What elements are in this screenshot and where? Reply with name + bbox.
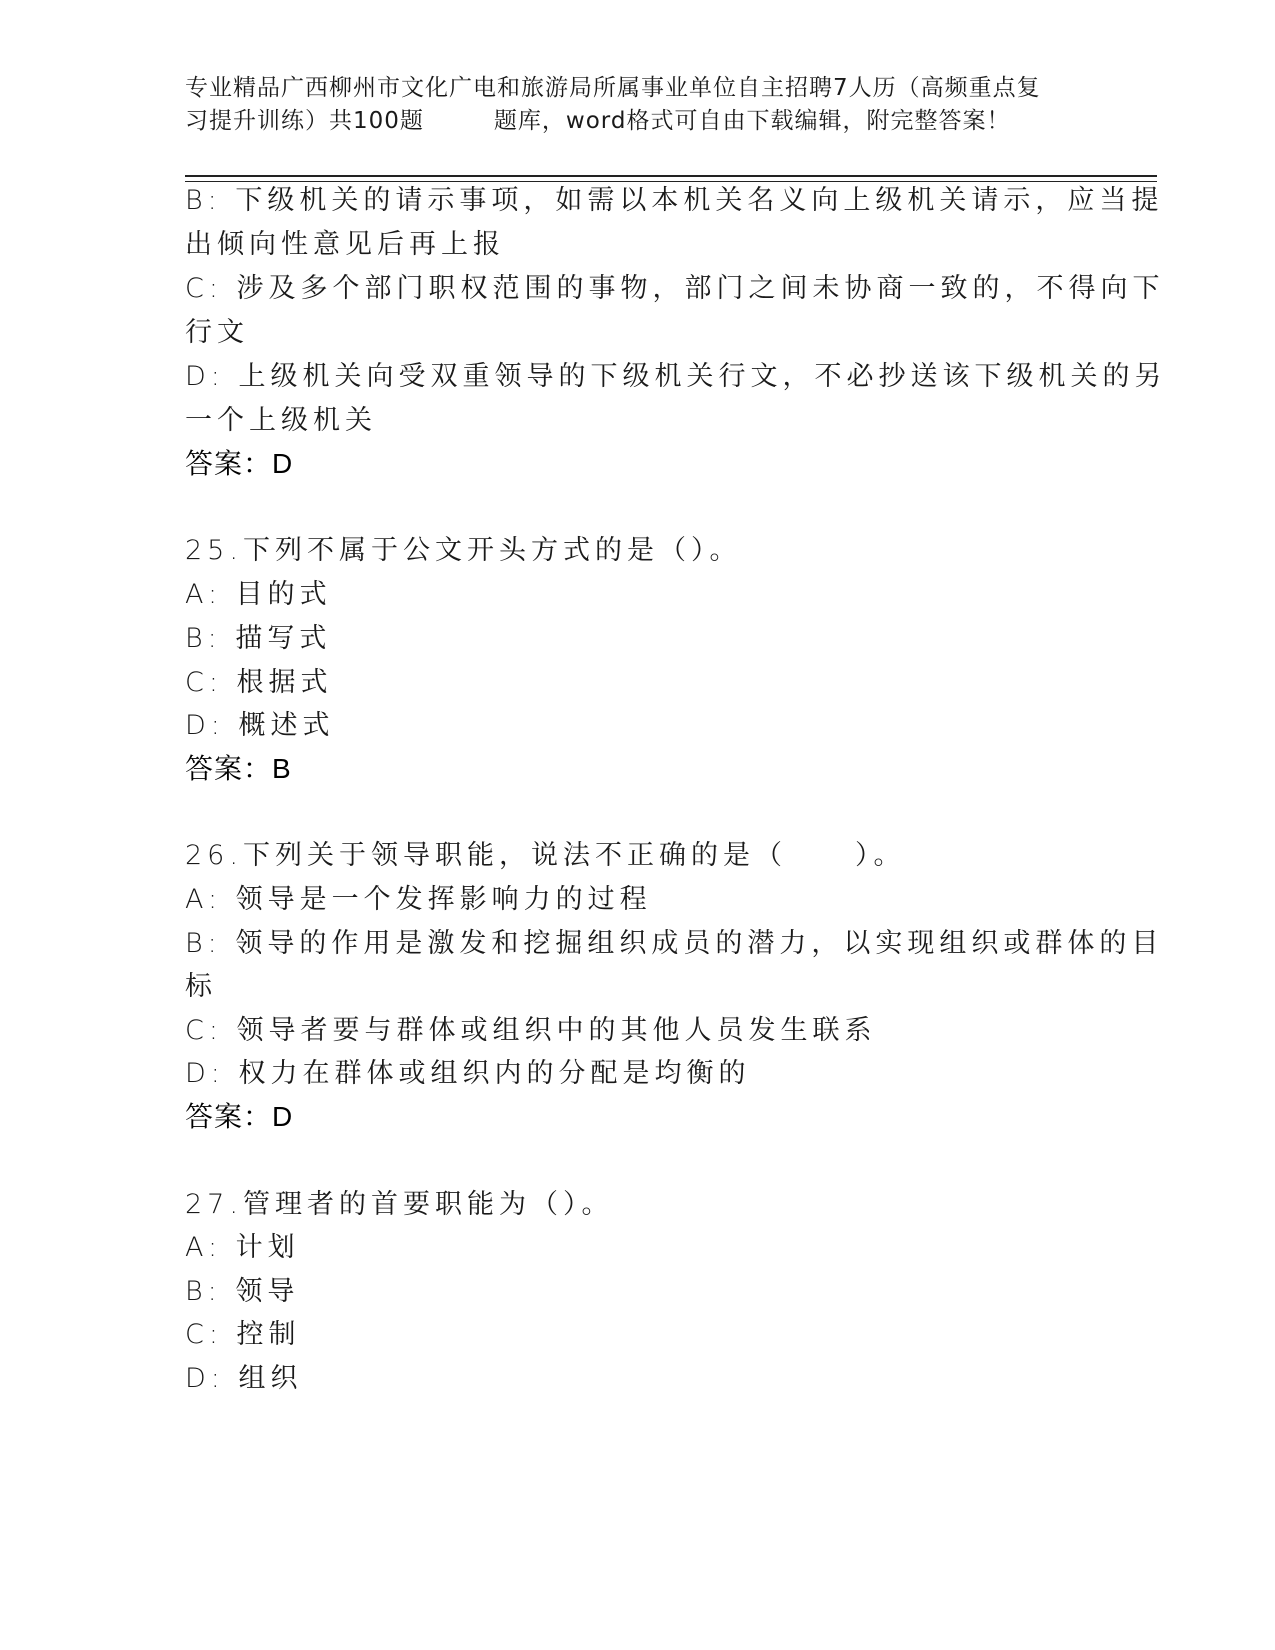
q25-question: 25.下列不属于公文开头方式的是（）。 xyxy=(185,535,742,566)
q24-option-d-line-2: 一个上级机关 xyxy=(185,405,377,436)
q27-option-c: C: 控制 xyxy=(185,1319,301,1350)
q27-option-a: A: 计划 xyxy=(185,1232,300,1263)
q25-option-b: B: 描写式 xyxy=(185,623,332,654)
q27-question: 27.管理者的首要职能为（）。 xyxy=(185,1189,614,1220)
header-line-2-part-1: 习提升训练）共100题 xyxy=(185,108,424,134)
q25-option-d: D: 概述式 xyxy=(185,710,335,741)
q24-option-d-line-1: D: 上级机关向受双重领导的下级机关行文，不必抄送该下级机关的另 xyxy=(185,361,1167,392)
q26-question-end: ）。 xyxy=(854,840,906,871)
q26-question-text: 26.下列关于领导职能，说法不正确的是（ xyxy=(185,840,787,871)
q26-option-b-line-1: B: 领导的作用是激发和挖掘组织成员的潜力，以实现组织或群体的目 xyxy=(185,928,1164,959)
q24-option-b-line-1: B: 下级机关的请示事项，如需以本机关名义向上级机关请示，应当提 xyxy=(185,185,1164,216)
q27-option-b: B: 领导 xyxy=(185,1276,300,1307)
q25-answer: 答案：B xyxy=(185,753,292,784)
header-line-2 xyxy=(185,105,1085,138)
q24-option-c-line-1: C: 涉及多个部门职权范围的事物，部门之间未协商一致的，不得向下 xyxy=(185,273,1165,304)
header-line-1: 专业精品广西柳州市文化广电和旅游局所属事业单位自主招聘7人历（高频重点复 xyxy=(185,75,1041,101)
q26-option-b-line-2: 标 xyxy=(185,971,217,1002)
header-line-2-part-2: 题库，word格式可自由下载编辑，附完整答案！ xyxy=(493,108,1011,134)
q26-option-a: A: 领导是一个发挥影响力的过程 xyxy=(185,884,652,915)
q25-option-a: A: 目的式 xyxy=(185,579,332,610)
document-header xyxy=(185,72,1085,138)
q26-option-c: C: 领导者要与群体或组织中的其他人员发生联系 xyxy=(185,1015,877,1046)
q26-answer: 答案：D xyxy=(185,1101,294,1132)
q24-option-c-line-2: 行文 xyxy=(185,317,249,348)
q24-answer: 答案：D xyxy=(185,448,294,479)
q24-option-b-line-2: 出倾向性意见后再上报 xyxy=(185,229,505,260)
q26-question xyxy=(185,834,905,878)
q26-option-d: D: 权力在群体或组织内的分配是均衡的 xyxy=(185,1058,751,1089)
q27-option-d: D: 组织 xyxy=(185,1363,303,1394)
q25-option-c: C: 根据式 xyxy=(185,667,333,698)
header-rule-thick xyxy=(185,175,1157,177)
